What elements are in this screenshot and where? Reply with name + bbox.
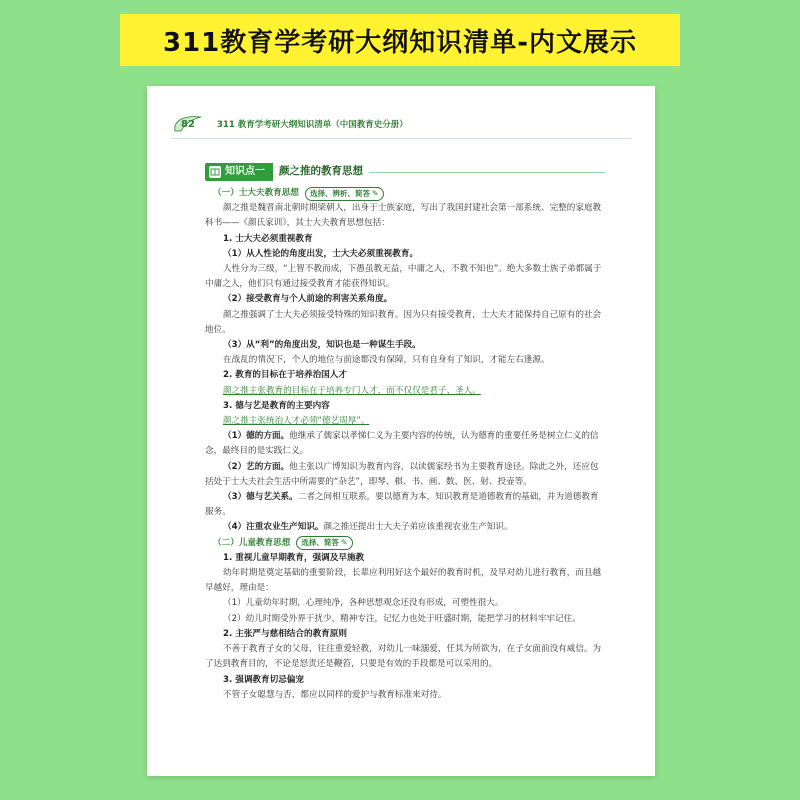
subheading: （1）从人性论的角度出发，士大夫必须重视教育。 bbox=[223, 248, 419, 259]
subheading: 2. 教育的目标在于培养治国人才 bbox=[223, 370, 347, 381]
paragraph: （3）德与艺关系。二者之间相互联系。要以德育为本，知识教育是道德教育的基础，并为道德教育服务。 bbox=[205, 492, 599, 518]
page-number: 82 bbox=[181, 118, 195, 130]
subheading: （3）从“利”的角度出发，知识也是一种谋生手段。 bbox=[223, 340, 421, 351]
subheading: 3. 强调教育切忌偏宠 bbox=[223, 674, 304, 685]
book-icon bbox=[209, 166, 221, 178]
paragraph: 不管子女聪慧与否，都应以同样的爱护与教育标准来对待。 bbox=[223, 689, 447, 700]
section-heading: （二）儿童教育思想 选择、简答 ✎ bbox=[213, 536, 605, 551]
subheading: 2. 主张严与慈相结合的教育原则 bbox=[223, 628, 347, 639]
divider bbox=[369, 172, 605, 173]
paragraph: 颜之推是魏晋南北朝时期梁朝人，出身于士族家庭，写出了我国封建社会第一部系统、完整的家庭教科书——《颜氏家训》，其士大夫教育思想包括： bbox=[205, 203, 602, 229]
knowledge-point-header bbox=[205, 162, 605, 182]
subheading: （2）接受教育与个人前途的利害关系角度。 bbox=[223, 294, 393, 305]
paragraph: 不善于教育子女的父母，往往重爱轻教，对幼儿一味溺爱，任其为所欲为，在子女面前没有威信。为了达到教育目的，不论是怒责还是鞭笞，只要是有效的手段都是可以采用的。 bbox=[205, 644, 602, 670]
pen-icon: ✎ bbox=[340, 538, 348, 548]
page-content bbox=[205, 162, 605, 703]
paragraph: 颜之推强调了士大夫必须接受特殊的知识教育。因为只有接受教育，士大夫才能保持自己原有的社会地位。 bbox=[205, 309, 602, 335]
subheading: 3. 德与艺是教育的主要内容 bbox=[223, 400, 330, 411]
section-heading: （一）士大夫教育思想 选择、辨析、简答 ✎ bbox=[213, 186, 605, 201]
paragraph: （4）注重农业生产知识。颜之推还提出士大夫子弟应该重视农业生产知识。 bbox=[223, 522, 513, 533]
subheading: 1. 重视儿童早期教育，强调及早施教 bbox=[223, 552, 365, 563]
paragraph: 在战乱的情况下，个人的地位与前途都没有保障，只有自身有了知识，才能左右逢源。 bbox=[223, 355, 550, 366]
question-type-tag: 选择、辨析、简答 ✎ bbox=[305, 187, 384, 201]
paragraph: 幼年时期是奠定基础的重要阶段，长辈应利用好这个最好的教育时机，及早对幼儿进行教育，而且越早越好，理由是： bbox=[205, 568, 602, 594]
paragraph: （2）艺的方面。他主张以广博知识为教育内容，以读儒家经书为主要教育途径。除此之外，还应包括处于士大夫社会生活中所需要的“杂艺”，即琴、棋、书、画、数、医、射、投壶等。 bbox=[205, 461, 599, 487]
paragraph: （1）儿童幼年时期，心理纯净，各种思想观念还没有形成，可塑性很大。 bbox=[223, 598, 504, 609]
knowledge-point-title: 颜之推的教育思想 bbox=[279, 165, 363, 178]
paragraph: （2）幼儿时期受外界干扰少，精神专注，记忆力也处于旺盛时期，能把学习的材料牢牢记住。 bbox=[223, 613, 581, 624]
page-number-badge bbox=[171, 113, 205, 135]
highlighted-note: 颜之推主张统治人才必须“德艺周厚”。 bbox=[223, 416, 370, 427]
subheading: 1. 士大夫必须重视教育 bbox=[223, 233, 313, 244]
paragraph: （1）德的方面。他继承了儒家以孝悌仁义为主要内容的传统，认为德育的重要任务是树立仁义的信念，最终目的是实践仁义。 bbox=[205, 431, 599, 457]
book-page bbox=[147, 86, 655, 776]
page-header bbox=[171, 110, 631, 139]
knowledge-point-tag: 知识点一 bbox=[205, 163, 273, 181]
pen-icon: ✎ bbox=[371, 188, 379, 198]
banner-title: 311教育学考研大纲知识清单-内文展示 bbox=[120, 14, 680, 66]
highlighted-note: 颜之推主张教育的目标在于培养专门人才，而不仅仅是君子、圣人。 bbox=[223, 385, 481, 396]
paragraph: 人性分为三级，“上智不教而成，下愚虽教无益，中庸之人，不教不知也”。绝大多数士族子弟都属于中庸之人，他们只有通过接受教育才能获得知识。 bbox=[205, 264, 602, 290]
running-head: 311 教育学考研大纲知识清单（中国教育史分册） bbox=[217, 120, 408, 130]
question-type-tag: 选择、简答 ✎ bbox=[296, 536, 352, 550]
